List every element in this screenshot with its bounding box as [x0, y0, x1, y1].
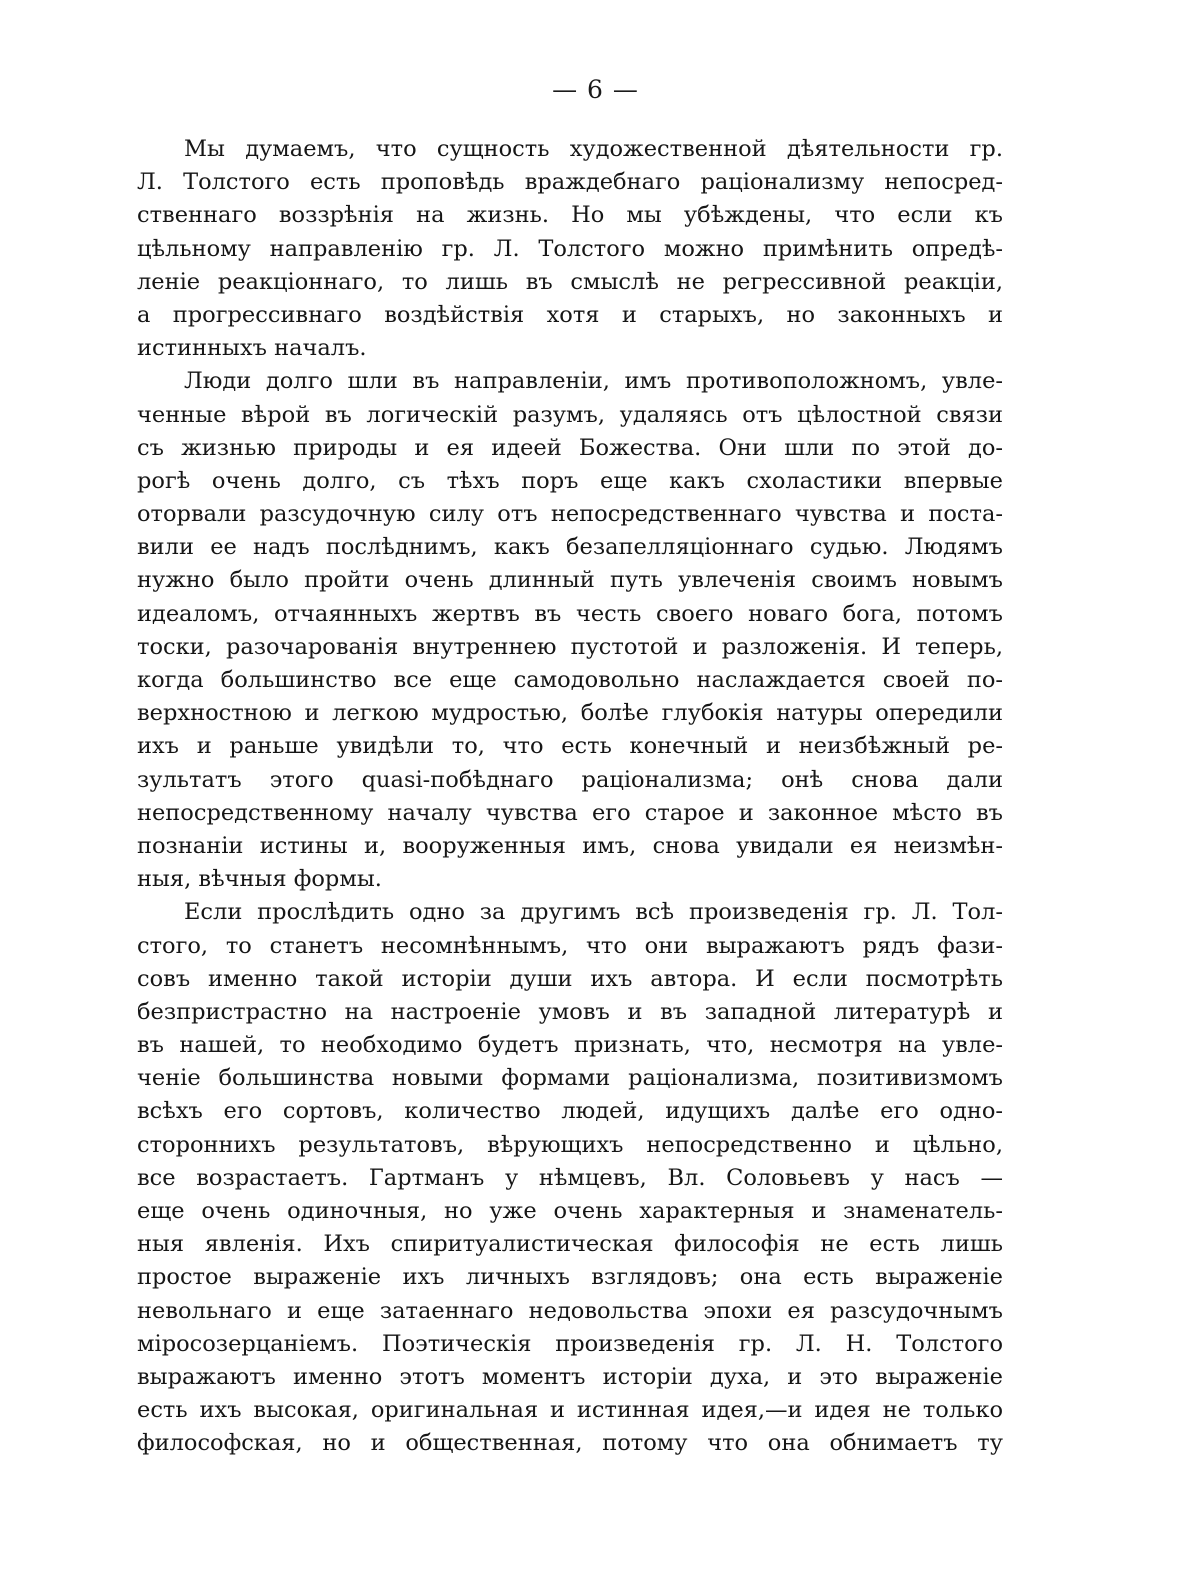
text-line: нужно было пройти очень длинный путь увлеченія своимъ новымъ	[137, 567, 1003, 594]
text-line: простое выраженіе ихъ личныхъ взглядовъ; она есть выраженіе	[137, 1264, 1003, 1291]
text-line: совъ именно такой исторіи души ихъ автора. И если посмотрѣть	[137, 965, 1003, 992]
text-line: Мы думаемъ, что сущность художественной дѣятельности гр.	[184, 136, 1003, 162]
text-line: міросозерцаніемъ. Поэтическія произведенія гр. Л. Н. Толстого	[137, 1330, 1003, 1357]
page-text-body	[137, 133, 1003, 1461]
text-line: цѣльному направленію гр. Л. Толстого можно примѣнить опредѣ-	[137, 235, 1003, 262]
text-line: невольнаго и еще затаеннаго недовольства эпохи ея разсудочнымъ	[137, 1297, 1003, 1324]
text-line: зультатъ этого quasi-побѣднаго раціонализма; онѣ снова дали	[137, 766, 1003, 793]
text-line: философская, но и общественная, потому что она обнимаетъ ту	[137, 1430, 1003, 1457]
text-line: ныя явленія. Ихъ спиритуалистическая философія не есть лишь	[137, 1231, 1003, 1258]
text-line: въ нашей, то необходимо будетъ признать, что, несмотря на увле-	[137, 1032, 1003, 1059]
text-line: еще очень одиночныя, но уже очень характерныя и знаменатель-	[137, 1198, 1003, 1224]
text-line: ченіе большинства новыми формами раціонализма, позитивизмомъ	[137, 1065, 1003, 1092]
text-line: безпристрастно на настроеніе умовъ и въ западной литературѣ и	[137, 998, 1003, 1025]
paragraph	[137, 365, 1003, 896]
text-line: а прогрессивнаго воздѣйствія хотя и старыхъ, но законныхъ и	[137, 301, 1003, 328]
text-line: верхностною и легкою мудростью, болѣе глубокія натуры опередили	[137, 700, 1003, 727]
text-line: леніе реакціоннаго, то лишь въ смыслѣ не регрессивной реакціи,	[137, 268, 1003, 295]
paragraph	[137, 896, 1003, 1460]
text-line: рогѣ очень долго, съ тѣхъ поръ еще какъ схоластики впервые	[137, 467, 1003, 494]
text-line: есть ихъ высокая, оригинальная и истинная идея,—и идея не только	[137, 1397, 1003, 1424]
text-line: выражаютъ именно этотъ моментъ исторіи духа, и это выраженіе	[137, 1363, 1003, 1390]
text-line: стого, то станетъ несомнѣннымъ, что они выражаютъ рядъ фази-	[137, 932, 1003, 959]
text-line: ственнаго воззрѣнія на жизнь. Но мы убѣждены, что если къ	[137, 202, 1003, 229]
text-line: идеаломъ, отчаянныхъ жертвъ въ честь своего новаго бога, потомъ	[137, 600, 1003, 627]
text-line: стороннихъ результатовъ, вѣрующихъ непосредственно и цѣльно,	[137, 1131, 1003, 1158]
text-line: съ жизнью природы и ея идеей Божества. Они шли по этой до-	[137, 434, 1003, 461]
text-line: Л. Толстого есть проповѣдь враждебнаго раціонализму непосред-	[137, 169, 1003, 196]
text-line: Люди долго шли въ направленіи, имъ противоположномъ, увле-	[184, 368, 1003, 395]
text-line: ихъ и раньше увидѣли то, что есть конечный и неизбѣжный ре-	[137, 733, 1003, 760]
text-line: оторвали разсудочную силу отъ непосредственнаго чувства и поста-	[137, 501, 1003, 528]
text-line: все возрастаетъ. Гартманъ у нѣмцевъ, Вл. Соловьевъ у насъ —	[137, 1164, 1003, 1191]
text-line: всѣхъ его сортовъ, количество людей, идущихъ далѣе его одно-	[137, 1098, 1003, 1125]
text-line: непосредственному началу чувства его старое и законное мѣсто въ	[137, 799, 1003, 826]
text-line: тоски, разочарованія внутреннею пустотой и разложенія. И теперь,	[137, 633, 1003, 660]
text-line: познаніи истины и, вооруженныя имъ, снова увидали ея неизмѣн-	[137, 832, 1003, 859]
text-line: вили ее надъ послѣднимъ, какъ безапелляціоннаго судью. Людямъ	[137, 534, 1003, 561]
text-line: ченные вѣрой въ логическій разумъ, удаляясь отъ цѣлостной связи	[137, 401, 1003, 428]
text-line: когда большинство все еще самодовольно наслаждается своей по-	[137, 667, 1003, 693]
paragraph	[137, 133, 1003, 365]
text-line: истинныхъ началъ.	[137, 335, 367, 362]
text-line: Если прослѣдить одно за другимъ всѣ произведенія гр. Л. Тол-	[184, 899, 1003, 926]
page-number: — 6 —	[552, 75, 639, 104]
text-line: ныя, вѣчныя формы.	[137, 866, 382, 893]
